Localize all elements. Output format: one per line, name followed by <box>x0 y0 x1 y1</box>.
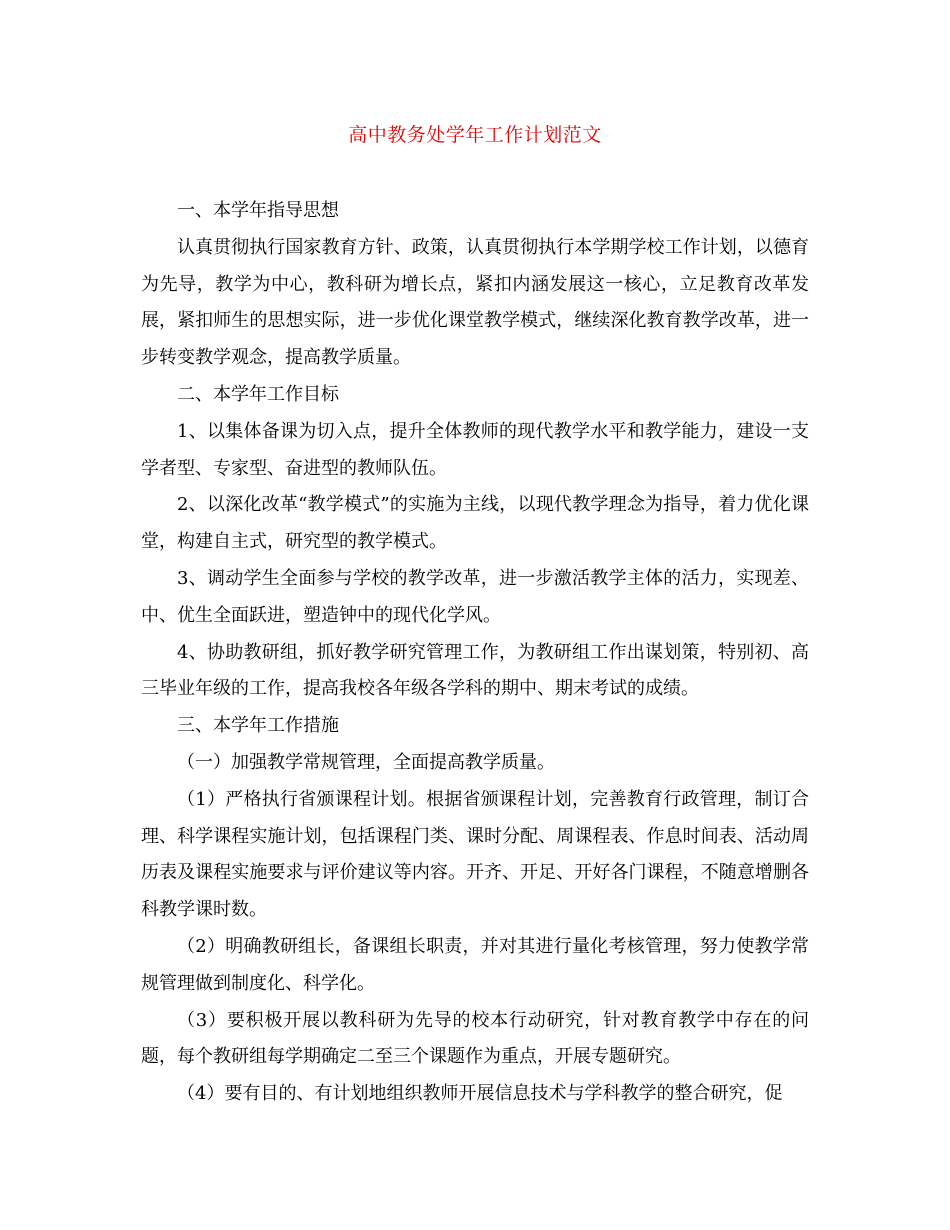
goal-item-1: 1、以集体备课为切入点，提升全体教师的现代教学水平和教学能力，建设一支学者型、专家型、奋进型的教师队伍。 <box>141 420 809 479</box>
measure-item-3: （3）要积极开展以教科研为先导的校本行动研究，针对教育教学中存在的问题，每个教研组每学期确定二至三个课题作为重点，开展专题研究。 <box>141 1009 809 1068</box>
measure-item-2: （2）明确教研组长，备课组长职责，并对其进行量化考核管理，努力使教学常规管理做到制度化、科学化。 <box>141 935 809 994</box>
measure-item-1: （1）严格执行省颁课程计划。根据省颁课程计划，完善教育行政管理，制订合理、科学课程实施计划，包括课程门类、课时分配、周课程表、作息时间表、活动周历表及课程实施要求与评价建议等内容。开齐、开足、开好各门课程，不随意增删各科教学课时数。 <box>141 788 809 921</box>
measure-item-4: （4）要有目的、有计划地组织教师开展信息技术与学科教学的整合研究，促 <box>177 1083 783 1105</box>
section-heading-2: 二、本学年工作目标 <box>177 383 339 405</box>
goal-item-4: 4、协助教研组，抓好教学研究管理工作，为教研组工作出谋划策，特别初、高三毕业年级的工作，提高我校各年级各学科的期中、期末考试的成绩。 <box>141 641 809 700</box>
document-title: 高中教务处学年工作计划范文 <box>348 124 602 146</box>
goal-item-3: 3、调动学生全面参与学校的教学改革，进一步激活教学主体的活力，实现差、中、优生全面跃进，塑造钟中的现代化学风。 <box>141 567 809 626</box>
section-heading-1: 一、本学年指导思想 <box>177 200 339 221</box>
document-body <box>141 193 809 1113</box>
goal-item-2: 2、以深化改革“教学模式”的实施为主线，以现代教学理念为指导，着力优化课堂，构建自主式，研究型的教学模式。 <box>141 494 809 553</box>
section-heading-3: 三、本学年工作措施 <box>177 715 339 737</box>
paragraph-guiding-thought: 认真贯彻执行国家教育方针、政策，认真贯彻执行本学期学校工作计划，以德育为先导，教学为中心，教科研为增长点，紧扣内涵发展这一核心，立足教育改革发展，紧扣师生的思想实际，进一步优化课堂教学模式，继续深化教育教学改革，进一步转变教学观念，提高教学质量。 <box>141 236 809 369</box>
subsection-heading-1: （一）加强教学常规管理，全面提高教学质量。 <box>177 751 555 773</box>
